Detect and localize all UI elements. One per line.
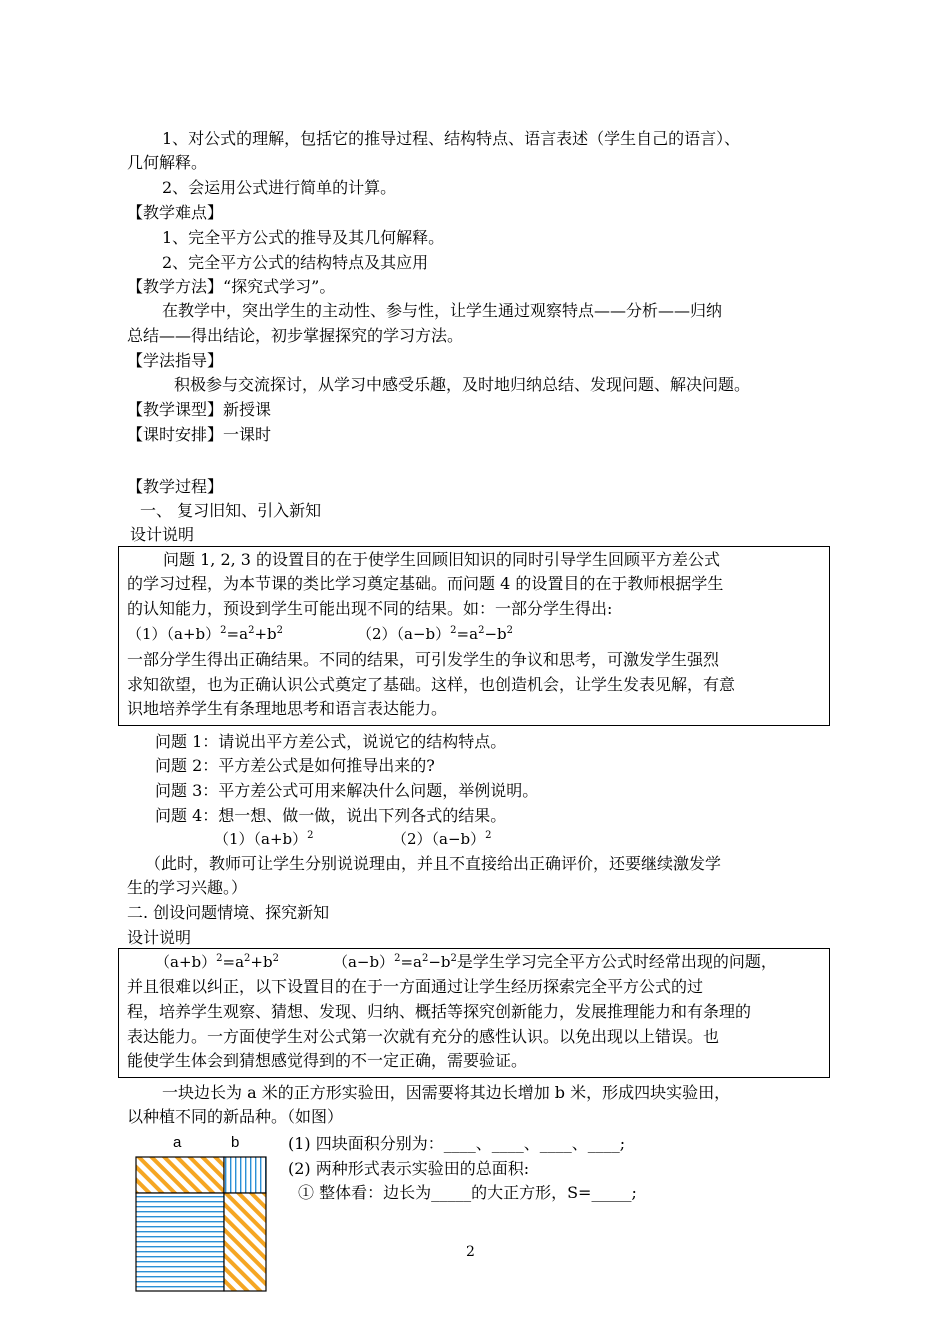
box2-line-4: 表达能力。一方面使学生对公式第一次就有充分的感性认识。以免出现以上错误。也 bbox=[127, 1027, 720, 1046]
formula-lhs: （1）（a+b） bbox=[127, 625, 221, 643]
box1-line-3: 的认知能力，预设到学生可能出现不同的结果。如：一部分学生得出: bbox=[127, 599, 613, 618]
formula-end: −b bbox=[484, 625, 507, 643]
square-field-diagram bbox=[135, 1156, 267, 1292]
box2-line-3: 程，培养学生观察、猜想、发现、归纳、概括等探究创新能力，发展推理能力和有条理的 bbox=[127, 1002, 752, 1021]
exponent: 2 bbox=[220, 625, 227, 636]
region-bottom-left bbox=[136, 1193, 224, 1291]
objective-1-line2: 几何解释。 bbox=[127, 153, 208, 172]
formula-lhs: （a−b） bbox=[332, 953, 395, 971]
method-line-2: 总结——得出结论，初步掌握探究的学习方法。 bbox=[127, 326, 464, 345]
guide-heading: 【学法指导】 bbox=[127, 351, 224, 370]
exponent: 2 bbox=[394, 953, 401, 964]
region-bottom-right bbox=[224, 1193, 266, 1291]
box2-line-1 bbox=[155, 951, 777, 973]
design-label-1: 设计说明 bbox=[130, 525, 195, 544]
part-1-heading: 一、 复习旧知、引入新知 bbox=[140, 501, 322, 520]
question-4: 问题 4：想一想、做一做，说出下列各式的结果。 bbox=[155, 806, 507, 825]
teacher-note-line-2: 生的学习兴趣。） bbox=[127, 878, 248, 897]
difficulty-heading: 【教学难点】 bbox=[127, 203, 224, 222]
box1-line-7: 识地培养学生有条理地思考和语言表达能力。 bbox=[127, 699, 448, 718]
exponent: 2 bbox=[450, 953, 457, 964]
objective-2: 2、会运用公式进行简单的计算。 bbox=[162, 178, 397, 197]
box1-line-1: 问题 1, 2, 3 的设置目的在于使学生回顾旧知识的同时引导学生回顾平方差公式 bbox=[163, 550, 721, 569]
exponent: 2 bbox=[485, 830, 492, 841]
design-label-2: 设计说明 bbox=[127, 928, 192, 947]
expr-text: （2）（a−b） bbox=[392, 830, 486, 848]
guide-line-1: 积极参与交流探讨，从学习中感受乐趣，及时地归纳总结、发现问题、解决问题。 bbox=[174, 375, 751, 394]
question-4-expr-1 bbox=[214, 828, 314, 850]
label-b: b bbox=[231, 1134, 240, 1151]
expr-text: （1）（a+b） bbox=[214, 830, 308, 848]
box1-line-2: 的学习过程，为本节课的类比学习奠定基础。而问题 4 的设置目的在于教师根据学生 bbox=[127, 574, 724, 593]
problem-line-1: 一块边长为 a 米的正方形实验田，因需要将其边长增加 b 米，形成四块实验田， bbox=[162, 1083, 731, 1102]
objective-1-line1: 1、对公式的理解，包括它的推导过程、结构特点、语言表述（学生自己的语言）、 bbox=[162, 129, 741, 148]
design-note-box-1 bbox=[118, 546, 830, 726]
formula-lhs: （a+b） bbox=[155, 953, 217, 971]
method-line-1: 在教学中，突出学生的主动性、参与性，让学生通过观察特点——分析——归纳 bbox=[162, 301, 723, 320]
schedule: 【课时安排】一课时 bbox=[127, 425, 272, 444]
exponent: 2 bbox=[244, 953, 251, 964]
process-heading: 【教学过程】 bbox=[127, 477, 224, 496]
exponent: 2 bbox=[450, 625, 457, 636]
formula-mid: =a bbox=[222, 953, 245, 971]
box2-line-1-tail: 是学生学习完全平方公式时经常出现的问题， bbox=[456, 952, 777, 971]
lesson-type: 【教学课型】新授课 bbox=[127, 400, 272, 419]
difficulty-item-2: 2、完全平方公式的结构特点及其应用 bbox=[162, 253, 429, 272]
formula-end: +b bbox=[254, 625, 277, 643]
region-top-right bbox=[224, 1157, 266, 1193]
question-4-expr-2 bbox=[392, 828, 492, 850]
difficulty-item-1: 1、完全平方公式的推导及其几何解释。 bbox=[162, 228, 445, 247]
exponent: 2 bbox=[478, 625, 485, 636]
label-a: a bbox=[173, 1134, 182, 1151]
box1-line-6: 求知欲望，也为正确认识公式奠定了基础。这样，也创造机会，让学生发表见解，有意 bbox=[127, 675, 736, 694]
page-number: 2 bbox=[466, 1244, 475, 1260]
exponent: 2 bbox=[506, 625, 513, 636]
formula-end: +b bbox=[250, 953, 273, 971]
formula-mid: =a bbox=[456, 625, 479, 643]
question-3: 问题 3：平方差公式可用来解决什么问题，举例说明。 bbox=[155, 781, 539, 800]
formula-lhs: （2）（a−b） bbox=[357, 625, 451, 643]
exponent: 2 bbox=[216, 953, 223, 964]
method-heading: 【教学方法】“探究式学习”。 bbox=[127, 277, 336, 296]
formula-end: −b bbox=[428, 953, 451, 971]
formula-mid: =a bbox=[400, 953, 422, 971]
box1-formula-2 bbox=[357, 623, 513, 645]
exponent: 2 bbox=[307, 830, 314, 841]
problem-question-2: (2) 两种形式表示实验田的总面积: bbox=[288, 1159, 530, 1178]
box1-line-5: 一部分学生得出正确结果。不同的结果，可引发学生的争议和思考，可激发学生强烈 bbox=[127, 650, 720, 669]
design-note-box-2 bbox=[118, 948, 830, 1078]
box2-line-2: 并且很难以纠正，以下设置目的在于一方面通过让学生经历探索完全平方公式的过 bbox=[127, 977, 704, 996]
exponent: 2 bbox=[276, 625, 283, 636]
exponent: 2 bbox=[272, 953, 279, 964]
question-2: 问题 2：平方差公式是如何推导出来的? bbox=[155, 756, 435, 775]
teacher-note-line-1: （此时，教师可让学生分别说说理由，并且不直接给出正确评价，还要继续激发学 bbox=[145, 854, 722, 873]
problem-line-2: 以种植不同的新品种。（如图） bbox=[127, 1107, 344, 1126]
region-top-left bbox=[136, 1157, 224, 1193]
exponent: 2 bbox=[421, 953, 429, 964]
formula-mid: =a bbox=[226, 625, 249, 643]
box1-formula-1 bbox=[127, 623, 283, 645]
part-2-heading: 二. 创设问题情境、探究新知 bbox=[127, 903, 330, 922]
exponent: 2 bbox=[248, 625, 255, 636]
problem-question-2a: ① 整体看：边长为_____的大正方形，S=_____; bbox=[298, 1183, 637, 1202]
question-1: 问题 1：请说出平方差公式，说说它的结构特点。 bbox=[155, 732, 507, 751]
problem-question-1: (1) 四块面积分别为：____、____、____、____; bbox=[288, 1134, 626, 1153]
box2-line-5: 能使学生体会到猜想感觉得到的不一定正确，需要验证。 bbox=[127, 1051, 528, 1070]
